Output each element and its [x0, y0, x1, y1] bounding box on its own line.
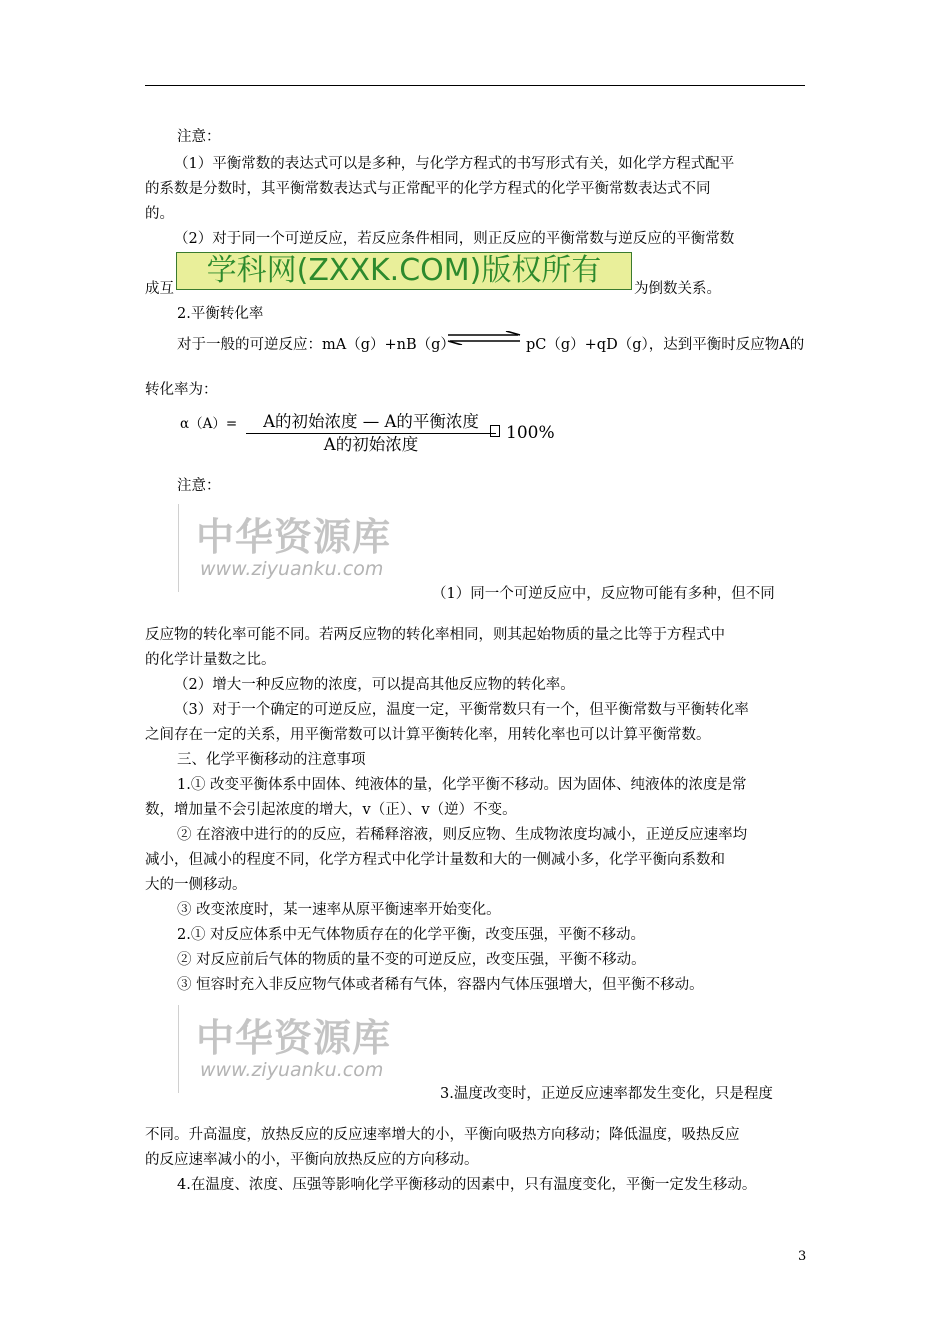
paragraph-line: 4.在温度、浓度、压强等影响化学平衡移动的因素中，只有温度变化，平衡一定发生移动。 [177, 1177, 757, 1193]
watermark-image [176, 1005, 422, 1093]
watermark-image [176, 504, 422, 592]
paragraph-line: ③ 改变浓度时，某一速率从原平衡速率开始变化。 [177, 902, 501, 918]
paragraph-line: 为倒数关系。 [634, 281, 721, 297]
paragraph-line: 转化率为： [145, 382, 218, 398]
paragraph-line: 之间存在一定的关系，用平衡常数可以计算平衡转化率，用转化率也可以计算平衡常数。 [145, 727, 711, 743]
multiply-box-icon [490, 425, 500, 437]
section-heading: 三、化学平衡移动的注意事项 [177, 752, 366, 768]
equilibrium-arrow-icon [446, 331, 522, 345]
formula-percent: 100% [506, 423, 555, 443]
copyright-banner: 学科网(ZXXK.COM)版权所有 [176, 252, 632, 290]
watermark-cn-text: 中华资源库 [196, 1016, 392, 1060]
paragraph-line: 不同。升高温度，放热反应的反应速率增大的小，平衡向吸热方向移动；降低温度，吸热反应 [145, 1127, 740, 1143]
paragraph-line: 成互 [145, 281, 174, 297]
paragraph-line: 反应物的转化率可能不同。若两反应物的转化率相同，则其起始物质的量之比等于方程式中 [145, 627, 725, 643]
paragraph-line: （1）同一个可逆反应中，反应物可能有多种，但不同 [432, 586, 775, 602]
paragraph-line: 的反应速率减小的小，平衡向放热反应的方向移动。 [145, 1152, 479, 1168]
paragraph-line: （3）对于一个确定的可逆反应，温度一定，平衡常数只有一个，但平衡常数与平衡转化率 [174, 702, 749, 718]
paragraph-line: （1）平衡常数的表达式可以是多种，与化学方程式的书写形式有关，如化学方程式配平 [174, 156, 735, 172]
paragraph-line: ② 在溶液中进行的的反应，若稀释溶液，则反应物、生成物浓度均减小，正逆反应速率均 [177, 827, 748, 843]
paragraph-line: ③ 恒容时充入非反应物气体或者稀有气体，容器内气体压强增大，但平衡不移动。 [177, 977, 704, 993]
section-heading: 2.平衡转化率 [177, 306, 264, 322]
paragraph-line: 的。 [145, 206, 174, 222]
note-heading: 注意： [177, 478, 221, 494]
paragraph-line: 3.温度改变时，正逆反应速率都发生变化，只是程度 [440, 1086, 773, 1102]
page-number: 3 [798, 1249, 807, 1264]
paragraph-line: ② 对反应前后气体的物质的量不变的可逆反应，改变压强，平衡不移动。 [177, 952, 646, 968]
fraction-numerator: A的初始浓度 — A的平衡浓度 [263, 412, 479, 431]
formula-lhs: α（A）= [180, 416, 238, 432]
conversion-fraction [246, 411, 496, 455]
paragraph-line: 1.① 改变平衡体系中固体、纯液体的量，化学平衡不移动。因为固体、纯液体的浓度是常 [177, 777, 747, 793]
paragraph-line: 减小，但减小的程度不同，化学方程式中化学计量数和大的一侧减小多，化学平衡向系数和 [145, 852, 725, 868]
watermark-url-text: www.ziyuanku.com [200, 1059, 384, 1081]
header-rule [145, 85, 805, 86]
note-heading: 注意： [177, 129, 221, 145]
fraction-denominator: A的初始浓度 [323, 435, 419, 454]
paragraph-line: 2.① 对反应体系中无气体物质存在的化学平衡，改变压强，平衡不移动。 [177, 927, 645, 943]
paragraph-line: （2）增大一种反应物的浓度，可以提高其他反应物的转化率。 [174, 677, 575, 693]
paragraph-line: （2）对于同一个可逆反应，若反应条件相同，则正反应的平衡常数与逆反应的平衡常数 [174, 231, 735, 247]
watermark-cn-text: 中华资源库 [196, 515, 392, 559]
paragraph-line: 的化学计量数之比。 [145, 652, 276, 668]
paragraph-line: 数，增加量不会引起浓度的增大，v（正）、v（逆）不变。 [145, 802, 517, 818]
paragraph-line: pC（g）+qD（g），达到平衡时反应物A的 [526, 337, 805, 353]
watermark-border [178, 1005, 179, 1093]
paragraph-line: 对于一般的可逆反应：mA（g）+nB（g） [177, 337, 455, 353]
watermark-url-text: www.ziyuanku.com [200, 558, 384, 580]
paragraph-line: 大的一侧移动。 [145, 877, 247, 893]
watermark-border [178, 504, 179, 592]
paragraph-line: 的系数是分数时，其平衡常数表达式与正常配平的化学方程式的化学平衡常数表达式不同 [145, 181, 711, 197]
